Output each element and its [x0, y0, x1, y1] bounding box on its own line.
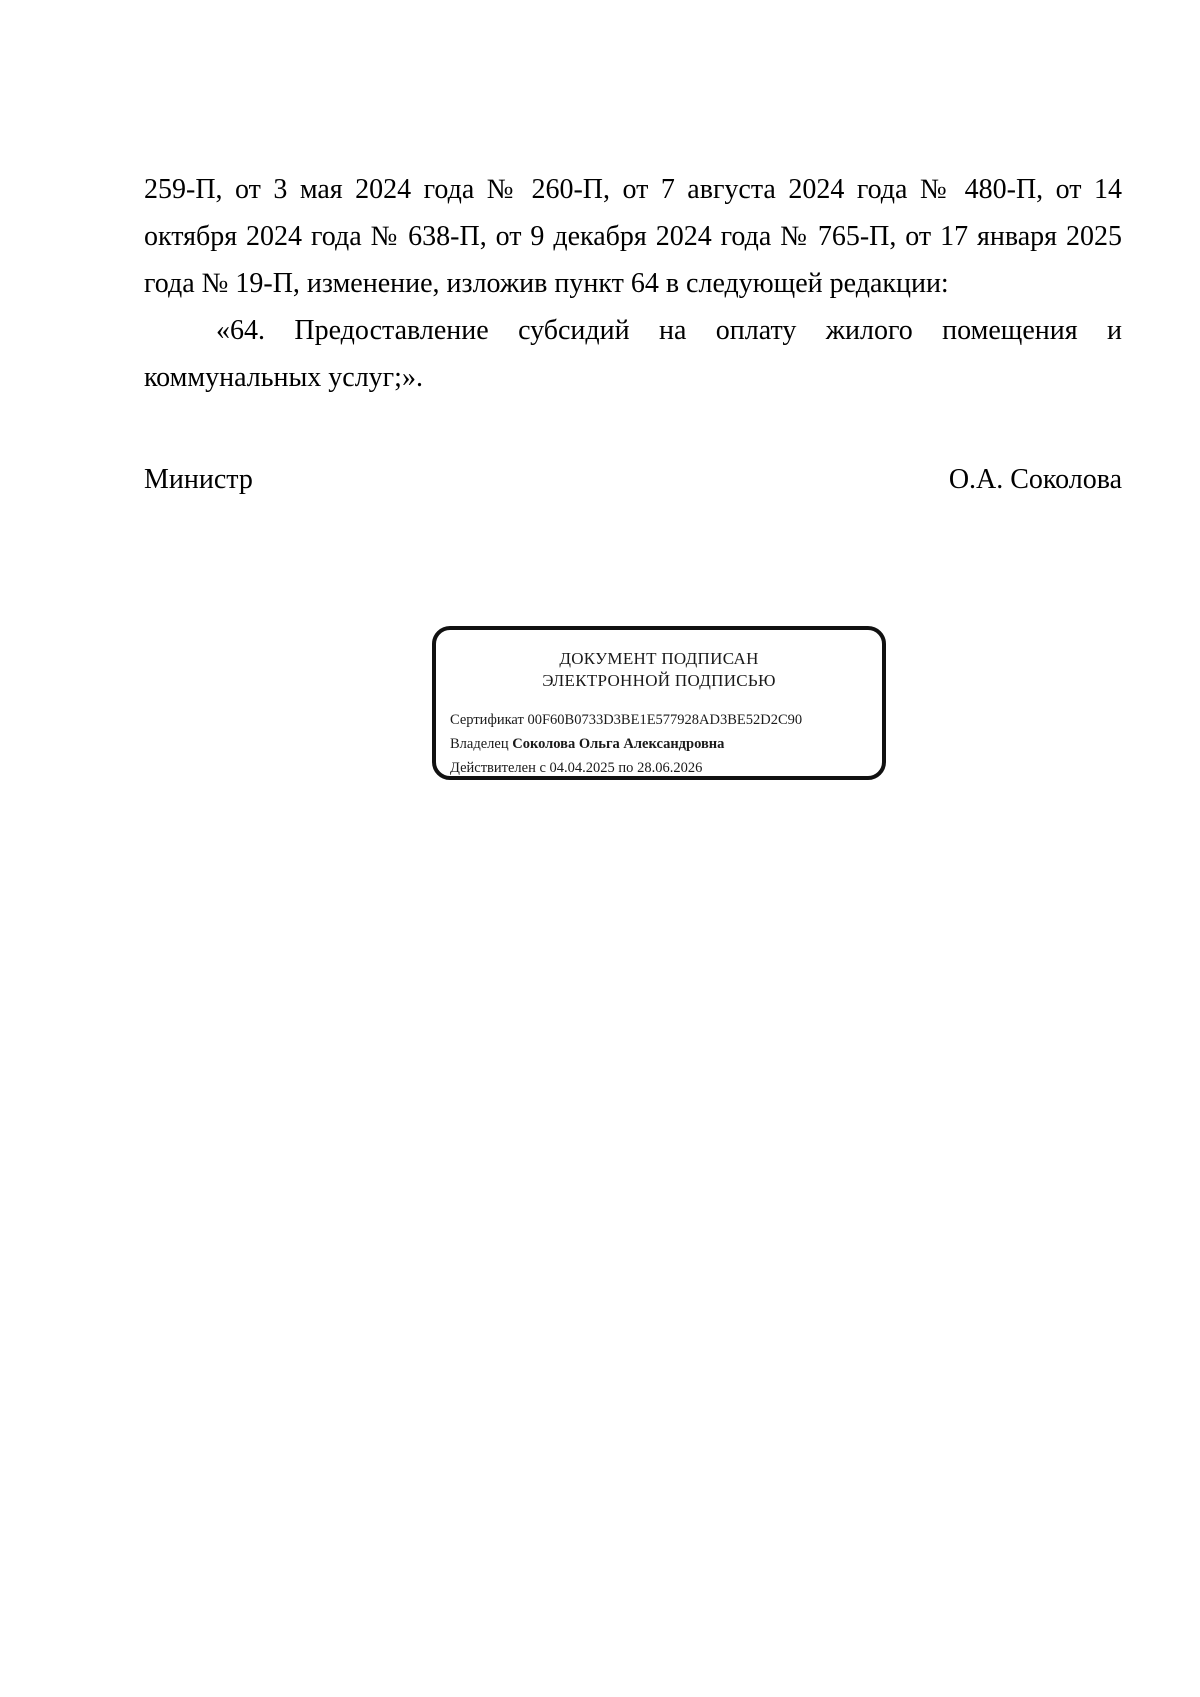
body-paragraph-item-64: «64. Предоставление субсидий на оплату жилого помещения и коммунальных услуг;». [144, 315, 1122, 393]
stamp-certificate-line [450, 708, 802, 732]
signer-name: О.А. Соколова [948, 464, 1122, 495]
stamp-owner-line [450, 732, 802, 756]
electronic-signature-stamp [432, 626, 886, 780]
stamp-title-line-1: ДОКУМЕНТ ПОДПИСАН [559, 649, 759, 668]
owner-value: Соколова Ольга Александровна [512, 736, 725, 752]
valid-from-date: 04.04.2025 [549, 760, 615, 776]
owner-label: Владелец [450, 736, 509, 752]
body-paragraph-amendment: 259-П, от 3 мая 2024 года № 260-П, от 7 августа 2024 года № 480-П, от 14 октября 2024 года № 638-П, от 9 декабря 2024 года № 765-П, от 17 января 2025 года № 19-П, изменение, изложив пункт 64 в следующей редакции: [144, 174, 1122, 299]
valid-to-label: по [618, 760, 634, 776]
document-body [144, 166, 1122, 401]
signature-row [144, 460, 1122, 500]
stamp-details [450, 708, 802, 780]
stamp-title [436, 648, 882, 692]
stamp-validity-line [450, 756, 802, 780]
certificate-label: Сертификат [450, 712, 524, 728]
valid-to-date: 28.06.2026 [637, 760, 703, 776]
stamp-title-line-2: ЭЛЕКТРОННОЙ ПОДПИСЬЮ [542, 671, 776, 690]
signer-position: Министр [144, 464, 253, 495]
certificate-value: 00F60B0733D3BE1E577928AD3BE52D2C90 [527, 712, 803, 728]
valid-label: Действителен [450, 760, 536, 776]
valid-from-label: с [539, 760, 546, 776]
